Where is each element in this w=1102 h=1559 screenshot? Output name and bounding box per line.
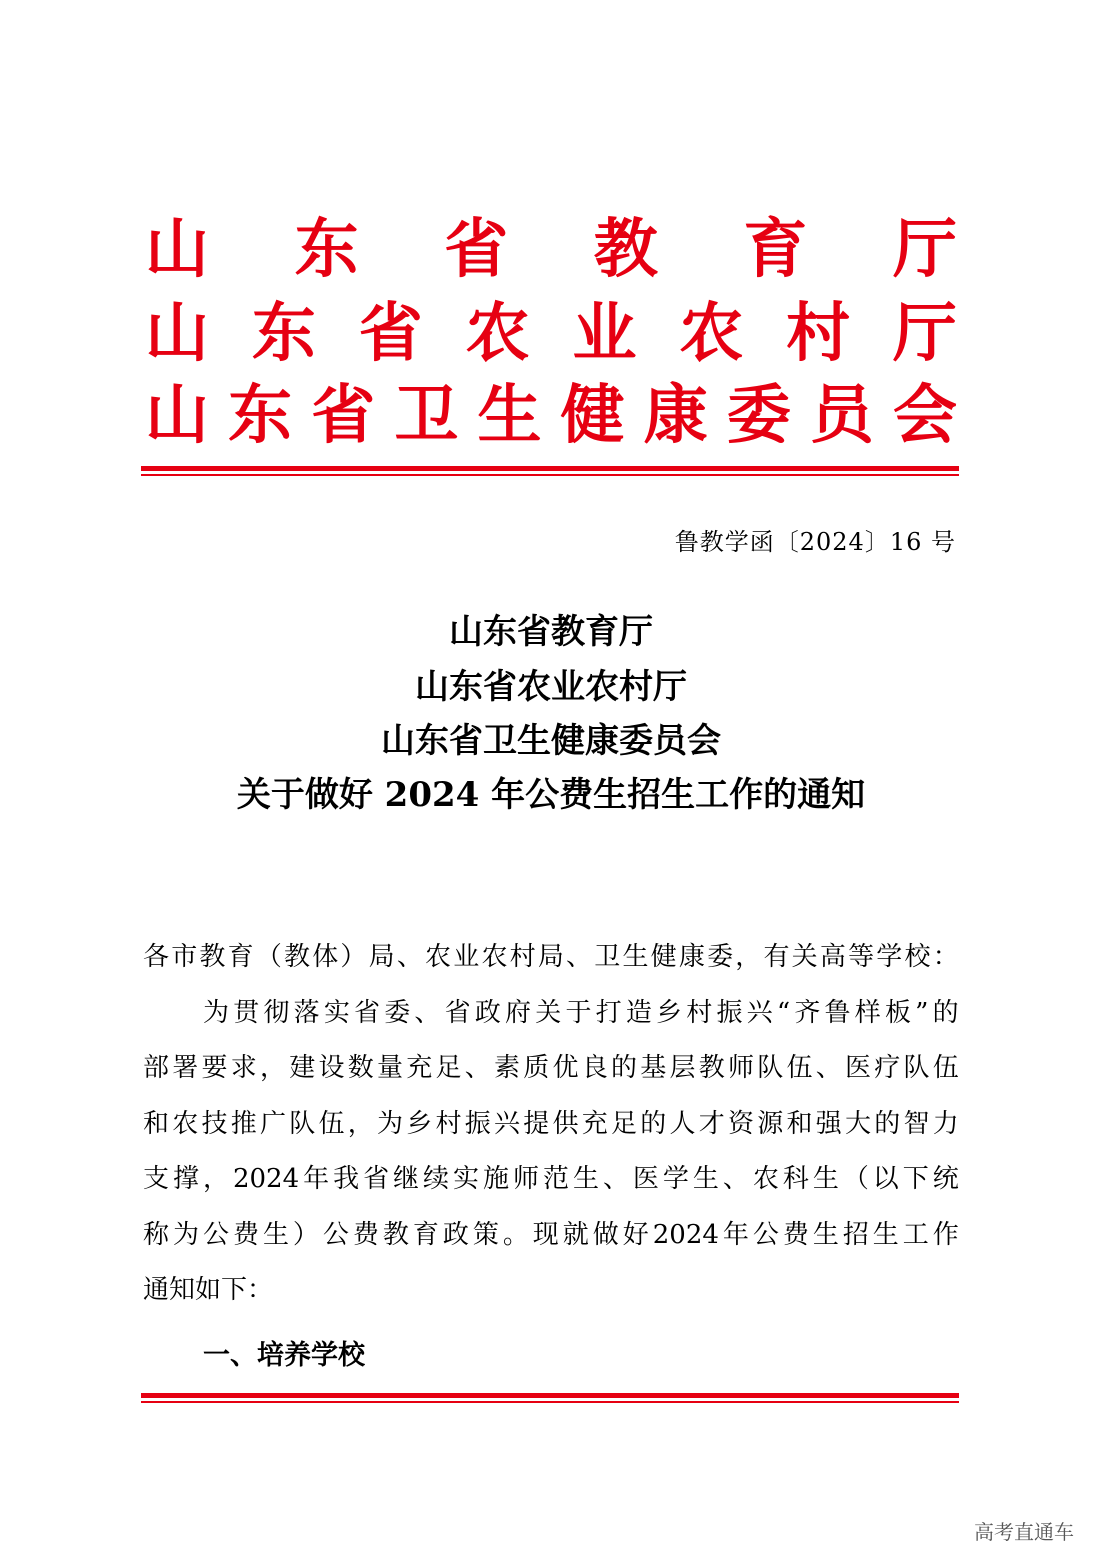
addressee-line: 各 市 教 育 （ 教 体 ） 局 、 农 业 农 村 局 、 卫 生 健 康 委 ， 有 关 高 等 学 校 ：	[143, 942, 959, 972]
bottom-red-rule	[141, 1393, 959, 1403]
paragraph-line-6: 通知如下：	[143, 1275, 274, 1305]
section-heading-1: 一、培养学校	[203, 1340, 365, 1371]
letterhead-line-2: 山 东 省 农 业 农 村 厅	[145, 297, 957, 371]
letterhead-line-1: 山 东 省 教 育 厅	[145, 213, 957, 287]
document-number: 鲁教学函〔2024〕16 号	[674, 528, 956, 556]
letterhead-line-3: 山 东 省 卫 生 健 康 委 员 会	[145, 379, 957, 453]
title-line-2: 山东省农业农村厅	[415, 667, 687, 707]
paragraph-line-5: 称 为 公 费 生 ） 公 费 教 育 政 策 。 现 就 做 好 2024 年 公 费 生 招 生 工 作	[143, 1220, 959, 1250]
paragraph-line-4: 支 撑 ， 2024 年 我 省 继 续 实 施 师 范 生 、 医 学 生 、 农 科 生 （ 以 下 统	[143, 1164, 959, 1194]
paragraph-line-2: 部 署 要 求 ， 建 设 数 量 充 足 、 素 质 优 良 的 基 层 教 师 队 伍 、 医 疗 队 伍	[143, 1053, 959, 1083]
title-line-3: 山东省卫生健康委员会	[381, 721, 721, 761]
top-red-rule	[141, 466, 959, 476]
paragraph-line-3: 和 农 技 推 广 队 伍 ， 为 乡 村 振 兴 提 供 充 足 的 人 才 资 源 和 强 大 的 智 力	[143, 1109, 959, 1139]
paragraph-line-1: 为 贯 彻 落 实 省 委 、 省 政 府 关 于 打 造 乡 村 振 兴 “ 齐 鲁 样 板 ” 的	[203, 998, 959, 1028]
watermark-text: 高考直通车	[974, 1520, 1074, 1544]
title-line-1: 山东省教育厅	[449, 612, 653, 652]
title-line-4: 关于做好 2024 年公费生招生工作的通知	[236, 775, 866, 815]
